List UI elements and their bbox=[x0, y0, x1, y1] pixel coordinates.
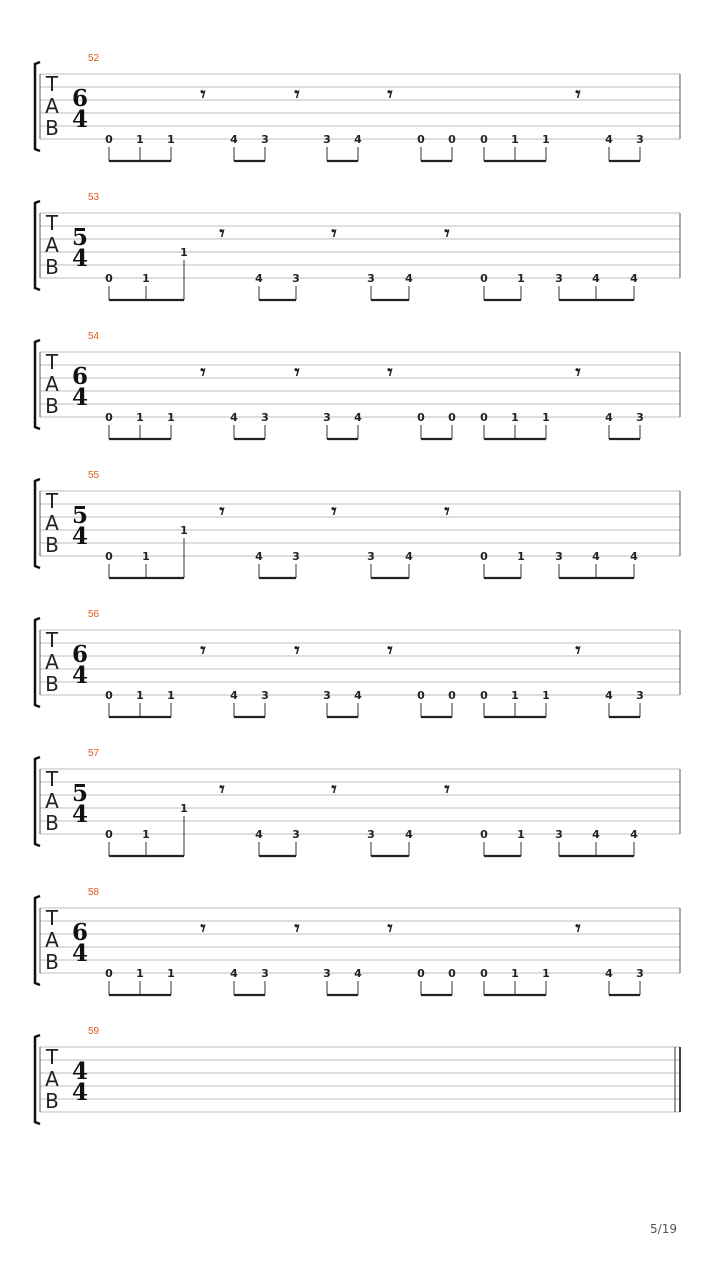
eighth-rest-icon: 𝄾 bbox=[219, 221, 225, 245]
measure-number: 55 bbox=[88, 470, 100, 481]
fret-number: 0 bbox=[448, 967, 456, 980]
measure-number: 53 bbox=[88, 192, 100, 203]
fret-number: 0 bbox=[105, 550, 113, 563]
fret-number: 4 bbox=[405, 272, 413, 285]
fret-number: 1 bbox=[542, 689, 550, 702]
fret-number: 3 bbox=[636, 411, 644, 424]
tab-clef-letter: A bbox=[45, 94, 59, 118]
fret-number: 1 bbox=[511, 411, 519, 424]
eighth-rest-icon: 𝄾 bbox=[200, 916, 206, 940]
tab-clef-letter: A bbox=[45, 372, 59, 396]
time-signature-top: 6 bbox=[71, 919, 89, 946]
fret-number: 4 bbox=[405, 550, 413, 563]
time-signature-bottom: 4 bbox=[71, 245, 89, 272]
eighth-rest-icon: 𝄾 bbox=[575, 82, 581, 106]
eighth-rest-icon: 𝄾 bbox=[444, 777, 450, 801]
fret-number: 3 bbox=[555, 550, 563, 563]
tab-system-53 bbox=[35, 192, 680, 300]
fret-number: 4 bbox=[592, 828, 600, 841]
fret-number: 3 bbox=[555, 828, 563, 841]
fret-number: 1 bbox=[136, 689, 144, 702]
eighth-rest-icon: 𝄾 bbox=[219, 499, 225, 523]
fret-number: 3 bbox=[261, 411, 269, 424]
time-signature-bottom: 4 bbox=[71, 940, 89, 967]
fret-number: 1 bbox=[542, 133, 550, 146]
fret-number: 4 bbox=[255, 272, 263, 285]
eighth-rest-icon: 𝄾 bbox=[200, 638, 206, 662]
fret-number: 1 bbox=[517, 272, 525, 285]
fret-number: 4 bbox=[605, 133, 613, 146]
eighth-rest-icon: 𝄾 bbox=[219, 777, 225, 801]
system-bracket bbox=[35, 757, 40, 846]
tab-system-59 bbox=[35, 1026, 680, 1124]
tab-clef-letter: T bbox=[45, 1045, 59, 1069]
time-signature-top: 5 bbox=[71, 780, 89, 807]
time-signature-bottom: 4 bbox=[71, 523, 89, 550]
fret-number: 4 bbox=[630, 272, 638, 285]
fret-number: 1 bbox=[142, 828, 150, 841]
system-bracket bbox=[35, 479, 40, 568]
measure-number: 59 bbox=[88, 1026, 100, 1037]
tab-clef-letter: B bbox=[45, 533, 59, 557]
fret-number: 0 bbox=[480, 828, 488, 841]
eighth-rest-icon: 𝄾 bbox=[200, 360, 206, 384]
fret-number: 3 bbox=[323, 133, 331, 146]
tab-system-55 bbox=[35, 470, 680, 578]
eighth-rest-icon: 𝄾 bbox=[294, 82, 300, 106]
fret-number: 3 bbox=[261, 133, 269, 146]
fret-number: 3 bbox=[292, 828, 300, 841]
tab-clef-letter: B bbox=[45, 1089, 59, 1113]
fret-number: 1 bbox=[517, 550, 525, 563]
tab-clef-letter: T bbox=[45, 211, 59, 235]
fret-number: 0 bbox=[105, 272, 113, 285]
eighth-rest-icon: 𝄾 bbox=[444, 499, 450, 523]
eighth-rest-icon: 𝄾 bbox=[331, 221, 337, 245]
tab-clef-letter: T bbox=[45, 767, 59, 791]
tab-clef-letter: T bbox=[45, 906, 59, 930]
tab-clef-letter: T bbox=[45, 72, 59, 96]
tab-clef-letter: A bbox=[45, 511, 59, 535]
time-signature-top: 6 bbox=[71, 85, 89, 112]
time-signature-top: 4 bbox=[71, 1058, 89, 1085]
fret-number: 1 bbox=[136, 411, 144, 424]
measure-number: 58 bbox=[88, 887, 100, 898]
tab-clef-letter: T bbox=[45, 489, 59, 513]
measure-number: 56 bbox=[88, 609, 100, 620]
fret-number: 1 bbox=[511, 133, 519, 146]
time-signature-bottom: 4 bbox=[71, 106, 89, 133]
fret-number: 0 bbox=[480, 550, 488, 563]
fret-number: 4 bbox=[592, 550, 600, 563]
fret-number: 4 bbox=[405, 828, 413, 841]
fret-number: 1 bbox=[542, 967, 550, 980]
time-signature-bottom: 4 bbox=[71, 1079, 89, 1106]
eighth-rest-icon: 𝄾 bbox=[575, 360, 581, 384]
tab-clef-letter: B bbox=[45, 255, 59, 279]
fret-number: 3 bbox=[636, 967, 644, 980]
fret-number: 4 bbox=[354, 133, 362, 146]
fret-number: 4 bbox=[354, 411, 362, 424]
fret-number: 0 bbox=[448, 689, 456, 702]
fret-number: 0 bbox=[105, 689, 113, 702]
eighth-rest-icon: 𝄾 bbox=[387, 360, 393, 384]
eighth-rest-icon: 𝄾 bbox=[200, 82, 206, 106]
fret-number: 0 bbox=[417, 411, 425, 424]
fret-number: 1 bbox=[142, 272, 150, 285]
tab-clef-letter: T bbox=[45, 628, 59, 652]
system-bracket bbox=[35, 1035, 40, 1124]
eighth-rest-icon: 𝄾 bbox=[294, 916, 300, 940]
fret-number: 4 bbox=[592, 272, 600, 285]
tab-clef-letter: B bbox=[45, 811, 59, 835]
measure-number: 57 bbox=[88, 748, 100, 759]
tab-system-54 bbox=[35, 331, 680, 439]
system-bracket bbox=[35, 201, 40, 290]
fret-number: 0 bbox=[417, 133, 425, 146]
time-signature-top: 5 bbox=[71, 502, 89, 529]
measure-number: 54 bbox=[88, 331, 100, 342]
tab-clef-letter: A bbox=[45, 928, 59, 952]
fret-number: 3 bbox=[555, 272, 563, 285]
fret-number: 1 bbox=[542, 411, 550, 424]
eighth-rest-icon: 𝄾 bbox=[331, 499, 337, 523]
fret-number: 3 bbox=[636, 689, 644, 702]
eighth-rest-icon: 𝄾 bbox=[294, 360, 300, 384]
fret-number: 0 bbox=[105, 133, 113, 146]
eighth-rest-icon: 𝄾 bbox=[575, 638, 581, 662]
fret-number: 4 bbox=[605, 967, 613, 980]
fret-number: 3 bbox=[367, 550, 375, 563]
eighth-rest-icon: 𝄾 bbox=[444, 221, 450, 245]
time-signature-bottom: 4 bbox=[71, 801, 89, 828]
eighth-rest-icon: 𝄾 bbox=[387, 916, 393, 940]
fret-number: 0 bbox=[417, 689, 425, 702]
fret-number: 4 bbox=[630, 828, 638, 841]
fret-number: 4 bbox=[230, 689, 238, 702]
fret-number: 4 bbox=[354, 967, 362, 980]
tab-clef-letter: B bbox=[45, 116, 59, 140]
fret-number: 4 bbox=[230, 133, 238, 146]
fret-number: 3 bbox=[261, 967, 269, 980]
time-signature-bottom: 4 bbox=[71, 384, 89, 411]
tab-system-58 bbox=[35, 887, 680, 995]
time-signature-top: 5 bbox=[71, 224, 89, 251]
fret-number: 4 bbox=[630, 550, 638, 563]
fret-number: 1 bbox=[180, 802, 188, 815]
fret-number: 1 bbox=[167, 967, 175, 980]
system-bracket bbox=[35, 618, 40, 707]
fret-number: 0 bbox=[105, 828, 113, 841]
fret-number: 4 bbox=[605, 689, 613, 702]
tab-clef-letter: A bbox=[45, 233, 59, 257]
fret-number: 3 bbox=[323, 967, 331, 980]
fret-number: 4 bbox=[255, 828, 263, 841]
fret-number: 0 bbox=[480, 133, 488, 146]
fret-number: 4 bbox=[354, 689, 362, 702]
tab-clef-letter: B bbox=[45, 950, 59, 974]
time-signature-bottom: 4 bbox=[71, 662, 89, 689]
fret-number: 1 bbox=[517, 828, 525, 841]
fret-number: 3 bbox=[261, 689, 269, 702]
tab-clef-letter: B bbox=[45, 394, 59, 418]
fret-number: 3 bbox=[367, 828, 375, 841]
fret-number: 0 bbox=[448, 411, 456, 424]
fret-number: 0 bbox=[105, 967, 113, 980]
fret-number: 1 bbox=[511, 689, 519, 702]
fret-number: 0 bbox=[480, 689, 488, 702]
fret-number: 1 bbox=[167, 689, 175, 702]
eighth-rest-icon: 𝄾 bbox=[575, 916, 581, 940]
tab-system-56 bbox=[35, 609, 680, 717]
tab-clef-letter: T bbox=[45, 350, 59, 374]
fret-number: 0 bbox=[480, 967, 488, 980]
fret-number: 0 bbox=[480, 272, 488, 285]
fret-number: 0 bbox=[105, 411, 113, 424]
fret-number: 3 bbox=[636, 133, 644, 146]
fret-number: 1 bbox=[180, 524, 188, 537]
tab-clef-letter: A bbox=[45, 789, 59, 813]
fret-number: 1 bbox=[167, 411, 175, 424]
system-bracket bbox=[35, 62, 40, 151]
fret-number: 0 bbox=[417, 967, 425, 980]
time-signature-top: 6 bbox=[71, 641, 89, 668]
page-number: 5/19 bbox=[650, 1222, 677, 1236]
tab-system-52 bbox=[35, 53, 680, 161]
eighth-rest-icon: 𝄾 bbox=[294, 638, 300, 662]
fret-number: 0 bbox=[448, 133, 456, 146]
fret-number: 3 bbox=[292, 272, 300, 285]
fret-number: 1 bbox=[167, 133, 175, 146]
fret-number: 1 bbox=[180, 246, 188, 259]
tab-clef-letter: B bbox=[45, 672, 59, 696]
tab-system-57 bbox=[35, 748, 680, 856]
fret-number: 3 bbox=[292, 550, 300, 563]
system-bracket bbox=[35, 896, 40, 985]
eighth-rest-icon: 𝄾 bbox=[331, 777, 337, 801]
eighth-rest-icon: 𝄾 bbox=[387, 82, 393, 106]
fret-number: 3 bbox=[323, 689, 331, 702]
fret-number: 4 bbox=[255, 550, 263, 563]
fret-number: 1 bbox=[142, 550, 150, 563]
measure-number: 52 bbox=[88, 53, 100, 64]
time-signature-top: 6 bbox=[71, 363, 89, 390]
eighth-rest-icon: 𝄾 bbox=[387, 638, 393, 662]
fret-number: 3 bbox=[367, 272, 375, 285]
fret-number: 4 bbox=[230, 411, 238, 424]
tab-clef-letter: A bbox=[45, 1067, 59, 1091]
fret-number: 4 bbox=[605, 411, 613, 424]
fret-number: 4 bbox=[230, 967, 238, 980]
fret-number: 1 bbox=[511, 967, 519, 980]
tab-clef-letter: A bbox=[45, 650, 59, 674]
fret-number: 1 bbox=[136, 133, 144, 146]
system-bracket bbox=[35, 340, 40, 429]
fret-number: 1 bbox=[136, 967, 144, 980]
fret-number: 3 bbox=[323, 411, 331, 424]
fret-number: 0 bbox=[480, 411, 488, 424]
